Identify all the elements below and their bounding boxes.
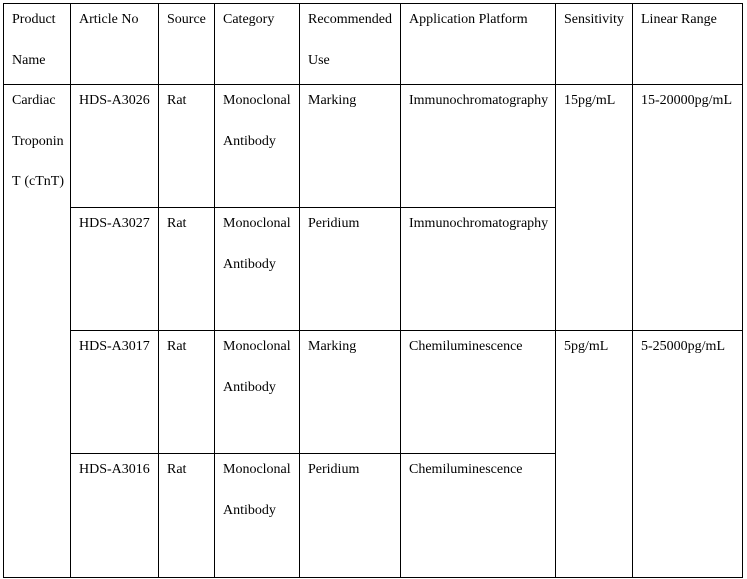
linear-range-cell: 5-25000pg/mL [633, 331, 743, 578]
table-row [4, 331, 743, 454]
product-name-cell: Cardiac Troponin T (cTnT) [4, 85, 71, 578]
header-recommended-use: Recommended Use [300, 4, 401, 85]
recommended-use-cell: Peridium [300, 208, 401, 331]
header-category: Category [215, 4, 300, 85]
category-cell: Monoclonal Antibody [215, 454, 300, 578]
recommended-use-cell: Marking [300, 331, 401, 454]
table-header-row [4, 4, 743, 85]
header-source: Source [159, 4, 215, 85]
recommended-use-cell: Peridium [300, 454, 401, 578]
application-platform-cell: Chemiluminescence [401, 454, 556, 578]
product-specification-table [3, 3, 743, 578]
sensitivity-cell: 15pg/mL [556, 85, 633, 331]
category-cell: Monoclonal Antibody [215, 208, 300, 331]
table-row [4, 85, 743, 208]
header-product-name: Product Name [4, 4, 71, 85]
source-cell: Rat [159, 85, 215, 208]
source-cell: Rat [159, 454, 215, 578]
header-linear-range: Linear Range [633, 4, 743, 85]
application-platform-cell: Chemiluminescence [401, 331, 556, 454]
article-no-cell: HDS-A3016 [71, 454, 159, 578]
header-sensitivity: Sensitivity [556, 4, 633, 85]
linear-range-cell: 15-20000pg/mL [633, 85, 743, 331]
article-no-cell: HDS-A3027 [71, 208, 159, 331]
article-no-cell: HDS-A3017 [71, 331, 159, 454]
header-article-no: Article No [71, 4, 159, 85]
application-platform-cell: Immunochromatography [401, 85, 556, 208]
category-cell: Monoclonal Antibody [215, 331, 300, 454]
source-cell: Rat [159, 208, 215, 331]
header-application-platform: Application Platform [401, 4, 556, 85]
category-cell: Monoclonal Antibody [215, 85, 300, 208]
article-no-cell: HDS-A3026 [71, 85, 159, 208]
sensitivity-cell: 5pg/mL [556, 331, 633, 578]
application-platform-cell: Immunochromatography [401, 208, 556, 331]
source-cell: Rat [159, 331, 215, 454]
recommended-use-cell: Marking [300, 85, 401, 208]
